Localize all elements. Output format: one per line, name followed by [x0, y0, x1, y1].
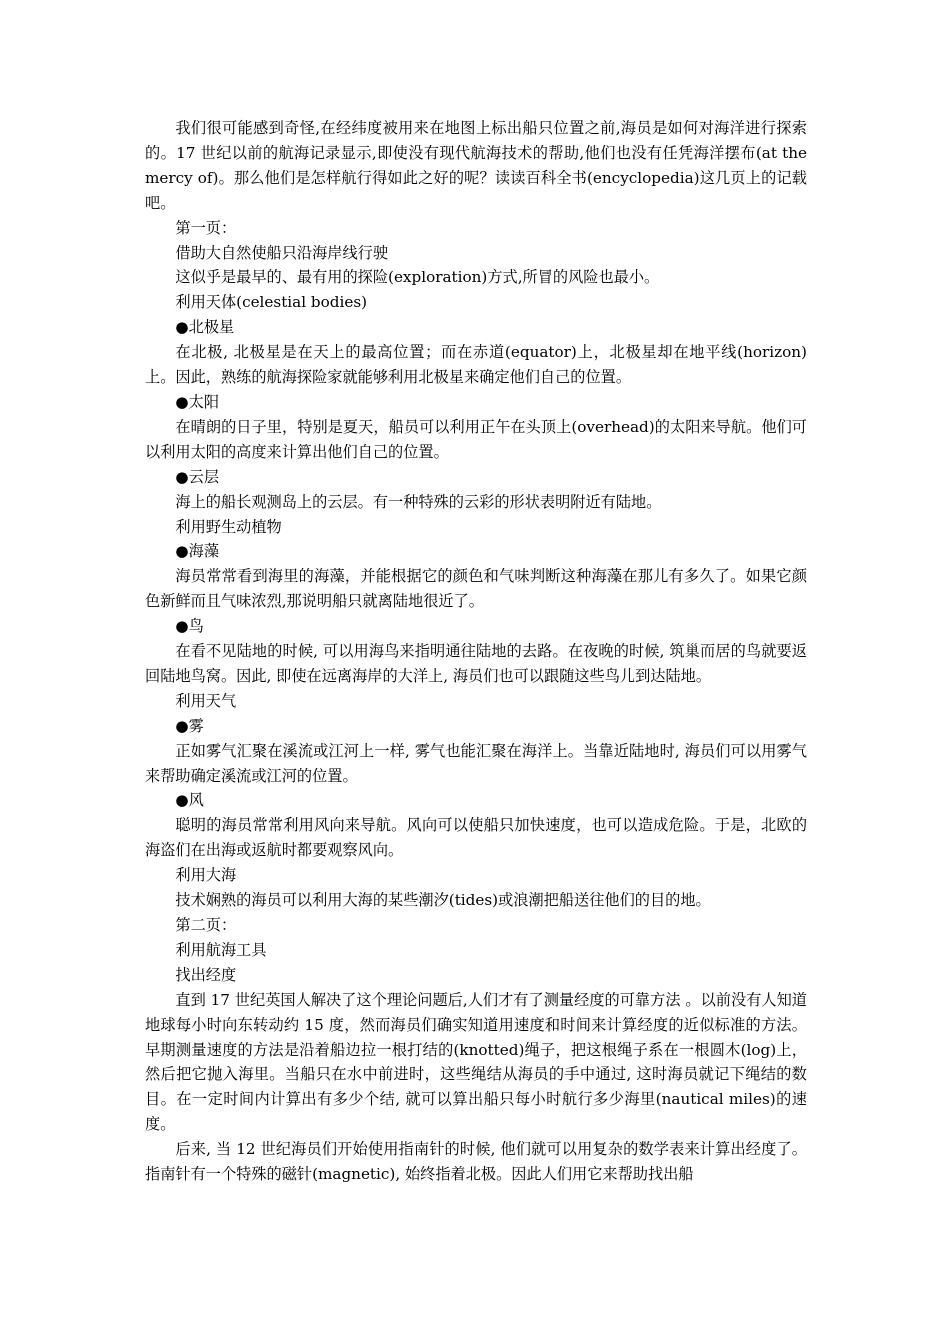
section-heading-sea: 利用大海 [175, 866, 237, 885]
page-two-heading: 第二页： [175, 916, 237, 934]
body-paragraph: 在晴朗的日子里，特别是夏天，船员可以利用正午在头顶上(overhead)的太阳来导航。他们可以利用太阳的高度来计算出他们自己的位置。 [145, 417, 807, 461]
body-paragraph: 海上的船长观测岛上的云层。有一种特殊的云彩的形状表明附近有陆地。 [175, 492, 662, 511]
body-paragraph: 后来, 当 12 世纪海员们开始使用指南针的时候, 他们就可以用复杂的数学表来计算出经度了。指南针有一个特殊的磁针(magnetic), 始终指着北极。因此人们用它来帮助找出船 [145, 1140, 807, 1184]
body-paragraph: 技术娴熟的海员可以利用大海的某些潮汐(tides)或浪潮把船送往他们的目的地。 [175, 891, 711, 910]
bullet-item-clouds: ●云层 [175, 467, 220, 486]
body-paragraph: 海员常常看到海里的海藻，并能根据它的颜色和气味判断这种海藻在那儿有多久了。如果它颜色新鲜而且气味浓烈,那说明船只就离陆地很近了。 [145, 567, 807, 611]
bullet-item-fog: ●雾 [175, 716, 204, 735]
bullet-item-birds: ●鸟 [175, 617, 204, 636]
body-paragraph: 在北极, 北极星是在天上的最高位置；而在赤道(equator)上，北极星却在地平线(horizon)上。因此，熟练的航海探险家就能够利用北极星来确定他们自己的位置。 [145, 343, 807, 387]
document-page [145, 116, 807, 1187]
section-heading-tools: 利用航海工具 [175, 940, 267, 959]
body-paragraph: 这似乎是最早的、最有用的探险(exploration)方式,所冒的风险也最小。 [175, 268, 660, 287]
section-heading-celestial: 利用天体(celestial bodies) [175, 293, 368, 312]
subsection-heading-longitude: 找出经度 [175, 965, 237, 984]
body-paragraph: 正如雾气汇聚在溪流或江河上一样, 雾气也能汇聚在海洋上。当靠近陆地时, 海员们可以用雾气来帮助确定溪流或江河的位置。 [145, 741, 807, 785]
body-paragraph: 直到 17 世纪英国人解决了这个理论问题后,人们才有了测量经度的可靠方法 。以前没有人知道地球每小时向东转动约 15 度，然而海员们确实知道用速度和时间来计算经度的近似标准的方法。早期测量速度的方法是沿着船边拉一根打结的(knotted)绳子，把这根绳子系在一根圆木(log)上，然后把它抛入海里。当船只在水中前进时，这些绳结从海员的手中通过, 这时海员就记下绳结的数目。在一定时间内计算出有多少个结, 就可以算出船只每小时航行多少海里(nautical miles)的速度。 [145, 990, 807, 1134]
body-paragraph: 在看不见陆地的时候, 可以用海鸟来指明通往陆地的去路。在夜晚的时候, 筑巢而居的鸟就要返回陆地鸟窝。因此, 即使在远离海岸的大洋上, 海员们也可以跟随这些鸟儿到达陆地。 [145, 642, 807, 685]
section-heading-wildlife: 利用野生动植物 [175, 517, 282, 536]
body-paragraph: 聪明的海员常常利用风向来导航。风向可以使船只加快速度，也可以造成危险。于是，北欧的海盗们在出海或返航时都要观察风向。 [145, 816, 807, 860]
section-heading-weather: 利用天气 [175, 691, 237, 710]
bullet-item-sun: ●太阳 [175, 392, 220, 411]
bullet-item-polaris: ●北极星 [175, 318, 235, 337]
intro-paragraph: 我们很可能感到奇怪,在经纬度被用来在地图上标出船只位置之前,海员是如何对海洋进行探索的。17 世纪以前的航海记录显示,即使没有现代航海技术的帮助,他们也没有任凭海洋摆布(at the mercy of)。那么他们是怎样航行得如此之好的呢？读读百科全书(encyclopedia)这几页上的记载吧。 [145, 119, 807, 212]
bullet-item-seaweed: ●海藻 [175, 542, 220, 561]
page-one-heading: 第一页： [175, 218, 237, 237]
bullet-item-wind: ●风 [175, 791, 204, 810]
section-heading-coastline: 借助大自然使船只沿海岸线行驶 [175, 243, 389, 262]
